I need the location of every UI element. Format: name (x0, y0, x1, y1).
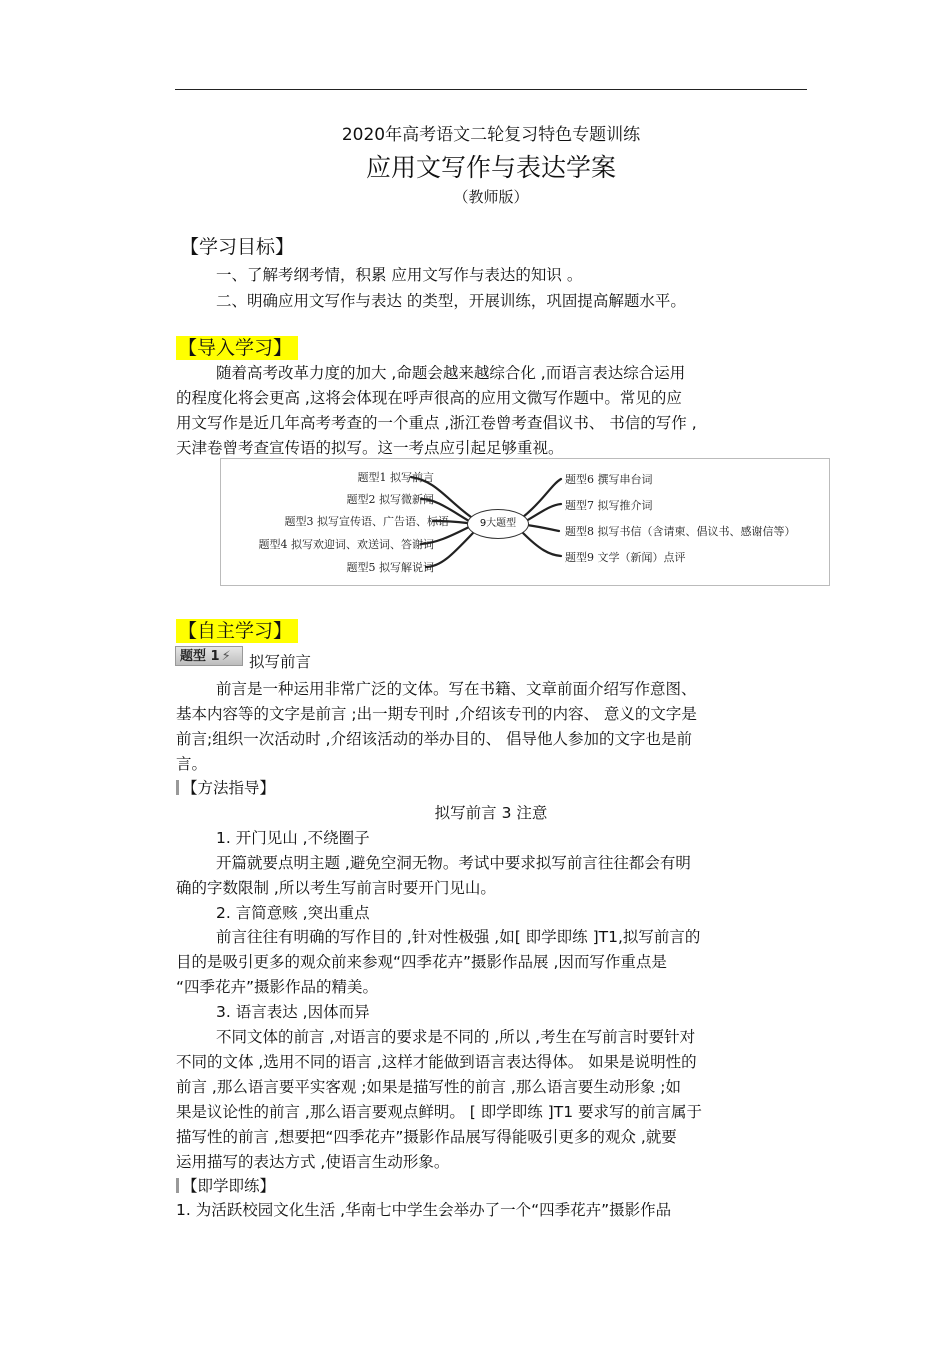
point-3-line-5: 描写性的前言 ,想要把“四季花卉”摄影作品展写得能吸引更多的观众 ,就要 (176, 1128, 677, 1146)
method-title: 拟写前言 3 注意 (434, 804, 548, 822)
mindmap-center: 9大题型 (467, 509, 529, 539)
type-badge (175, 646, 243, 666)
mindmap-type-3: 题型3 拟写宣传语、广告语、标语 (284, 515, 449, 528)
point-2-line-2: 目的是吸引更多的观众前来参观“四季花卉”摄影作品展 ,因而写作重点是 (176, 953, 667, 971)
mindmap-type-9: 题型9 文学（新闻）点评 (565, 551, 686, 564)
mindmap-type-6: 题型6 撰写串台词 (565, 473, 653, 486)
mindmap-type-5: 题型5 拟写解说词 (346, 561, 434, 574)
doc-edition: （教师版） (453, 188, 529, 206)
intro-heading (176, 333, 298, 360)
mindmap-type-4: 题型4 拟写欢迎词、欢送词、答谢词 (258, 538, 434, 551)
point-1-title: 1. 开门见山 ,不绕圈子 (216, 829, 370, 847)
doc-main-title: 应用文写作与表达学案 (365, 153, 616, 182)
mindmap-type-2: 题型2 拟写微新闻 (346, 493, 434, 506)
self-study-heading (176, 616, 298, 643)
doc-title: 2020年高考语文二轮复习特色专题训练 (341, 125, 641, 145)
point-3-title: 3. 语言表达 ,因体而异 (216, 1003, 370, 1021)
lightning-icon: ⚡ (221, 649, 231, 664)
method-heading (176, 776, 275, 798)
method-heading-text: 【方法指导】 (182, 779, 276, 797)
point-1-line-2: 确的字数限制 ,所以考生写前言时要开门见山。 (176, 879, 496, 897)
desc-line-2: 基本内容等的文字是前言 ;出一期专刊时 ,介绍该专刊的内容、 意义的文字是 (176, 705, 697, 723)
intro-heading-text: 【导入学习】 (176, 336, 298, 360)
method-heading-bar (176, 780, 179, 795)
point-1-line-1: 开篇就要点明主题 ,避免空洞无物。考试中要求拟写前言往往都会有明 (216, 854, 691, 872)
point-2-line-3: “四季花卉”摄影作品的精美。 (176, 978, 379, 996)
mindmap-type-8: 题型8 拟写书信（含请柬、倡议书、感谢信等） (565, 525, 796, 538)
intro-line-2: 的程度化将会更高 ,这将会体现在呼声很高的应用文微写作题中。常见的应 (176, 389, 682, 407)
goal-item-1: 一、了解考纲考情，积累 应用文写作与表达的知识 。 (216, 266, 583, 284)
point-3-line-2: 不同的文体 ,选用不同的语言 ,这样才能做到语言表达得体。 如果是说明性的 (176, 1053, 697, 1071)
practice-heading-text: 【即学即练】 (182, 1177, 276, 1195)
goals-heading: 【学习目标】 (180, 236, 295, 258)
point-3-line-3: 前言 ,那么语言要平实客观 ;如果是描写性的前言 ,那么语言要生动形象 ;如 (176, 1078, 682, 1096)
intro-line-3: 用文写作是近几年高考考查的一个重点 ,浙江卷曾考查倡议书、 书信的写作 , (176, 414, 697, 432)
point-2-line-1: 前言往往有明确的写作目的 ,针对性极强 ,如[ 即学即练 ]T1,拟写前言的 (216, 928, 701, 946)
intro-line-1: 随着高考改革力度的加大 ,命题会越来越综合化 ,而语言表达综合运用 (216, 364, 686, 382)
goal-item-2: 二、明确应用文写作与表达 的类型，开展训练，巩固提高解题水平。 (216, 292, 686, 310)
practice-line-1: 1. 为活跃校园文化生活 ,华南七中学生会举办了一个“四季花卉”摄影作品 (176, 1201, 672, 1219)
type-title: 拟写前言 (249, 653, 312, 671)
desc-line-4: 言。 (176, 755, 208, 773)
desc-line-3: 前言;组织一次活动时 ,介绍该活动的举办目的、 倡导他人参加的文字也是前 (176, 730, 693, 748)
practice-heading (176, 1174, 275, 1196)
point-2-title: 2. 言简意赅 ,突出重点 (216, 904, 370, 922)
desc-line-1: 前言是一种运用非常广泛的文体。写在书籍、文章前面介绍写作意图、 (216, 680, 697, 698)
question-types-mindmap (220, 458, 830, 586)
intro-line-4: 天津卷曾考查宣传语的拟写。这一考点应引起足够重视。 (176, 439, 564, 457)
header-rule (175, 89, 807, 90)
type-badge-label: 题型 1 (180, 649, 220, 664)
mindmap-type-1: 题型1 拟写前言 (357, 471, 434, 484)
point-3-line-6: 运用描写的表达方式 ,使语言生动形象。 (176, 1153, 450, 1171)
practice-heading-bar (176, 1178, 179, 1193)
point-3-line-4: 果是议论性的前言 ,那么语言要观点鲜明。 [ 即学即练 ]T1 要求写的前言属于 (176, 1103, 702, 1121)
self-study-heading-text: 【自主学习】 (176, 619, 298, 643)
mindmap-type-7: 题型7 拟写推介词 (565, 499, 653, 512)
point-3-line-1: 不同文体的前言 ,对语言的要求是不同的 ,所以 ,考生在写前言时要针对 (216, 1028, 696, 1046)
